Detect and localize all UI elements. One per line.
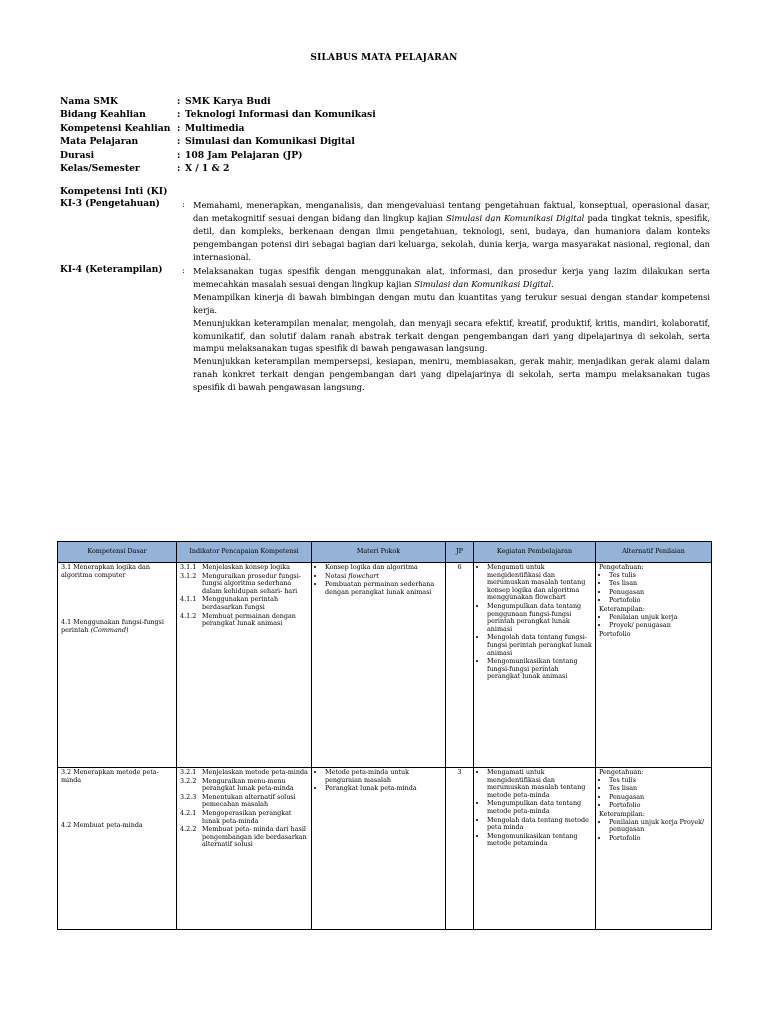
info-label: Bidang Keahlian [60,109,146,121]
info-row-durasi [60,149,376,162]
list-item: • Mengolah data tentang fungsi-fungsi perintah perangkat lunak animasi [487,634,592,657]
info-label: Kelas/Semester [60,162,140,174]
info-row-mata-pelajaran [60,135,376,148]
cell-indikator [177,563,312,768]
table-row [58,768,712,930]
materi-text: Notasi [325,571,347,580]
list-item: • Mengumpulkan data tentang penggunaan fungsi-fungsi perintah perangkat lunak animasi [487,603,592,633]
indicator-item [180,573,308,596]
indicator-number: 4.1.1 [180,595,197,604]
indicator-item [180,794,308,809]
info-label: Durasi [60,149,95,161]
cell-kegiatan [474,563,596,768]
ki3-text [193,199,710,264]
ki4-paragraph: Menampilkan kinerja di bawah bimbingan dengan mutu dan kuantitas yang terukur sesuai dengan standar kompetensi kerja. [193,291,710,315]
ki3-block [60,199,710,264]
info-value: SMK Karya Budi [185,96,271,107]
header-kegiatan: Kegiatan Pembelajaran [474,542,596,563]
info-value: 108 Jam Pelajaran (JP) [185,149,303,161]
cell-indikator [177,768,312,930]
list-item: • Pembuatan permainan sederhana dengan perangkat lunak animasi [325,581,442,596]
ki4-paragraph: Menunjukkan keterampilan menalar, mengolah, dan menyaji secara efektif, kreatif, produktif, kritis, mandiri, kolaboratif, komunikatif, dan solutif dalam ranah abstrak terkait dengan pengembangan dari yang dipelajarinya di sekolah, serta mampu melaksanakan tugas spesifik di bawah pengawasan langsung. [193,317,710,354]
indicator-item [180,564,308,572]
header-indikator: Indikator Pencapaian Kompetensi [177,542,312,563]
info-row-bidang-keahlian [60,108,376,121]
info-colon: : [177,162,181,174]
cell-kegiatan [474,768,596,930]
info-label: Kompetensi Keahlian [60,122,171,134]
indicator-number: 3.2.3 [180,792,197,801]
list-item: • Penugasan [609,589,708,597]
info-value: X / 1 & 2 [185,162,230,174]
ki3-text-part: pada tingkat teknis, spesifik, detil, dan kompleks, berkenaan dengan ilmu pengetahuan, teknologi, seni, budaya, dan humaniora dalam konteks pengembangan potensi diri sebagai bagian dari keluarga, sekolah, dunia kerja, warga masyarakat nasional, regional, dan internasional. [193,212,710,262]
indicator-text: Membuat permainan dengan perangkat lunak animasi [202,611,296,628]
list-item: • Mengolah data tentang metode peta minda [487,817,592,832]
list-item: • Mengumpulkan data tentang metode peta-minda [487,800,592,815]
list-item: • Penilaian unjuk kerja Proyek/ penugasan [609,819,708,834]
info-row-nama-smk [60,95,376,108]
ki4-text-italic: Simulasi dan Komunikasi Digital. [414,278,554,289]
kegiatan-list [477,769,592,848]
identity-block [60,95,376,175]
penilaian-list [599,614,708,630]
indicator-text: Menguraikan menu-menu perangkat lunak peta-minda [202,776,294,793]
list-item [325,573,442,581]
list-item: • Tes lisan [609,580,708,588]
info-colon: : [177,149,181,161]
materi-text-italic: flowchart [348,571,379,580]
table-header-row [58,542,712,563]
materi-list [315,769,442,793]
list-item: • Portofolio [609,597,708,605]
cell-jp: 3 [446,768,474,930]
info-value: Teknologi Informasi dan Komunikasi [185,109,376,121]
indicator-number: 3.1.1 [180,563,197,571]
ki4-label: KI-4 (Keterampilan) [60,265,163,275]
header-penilaian: Alternatif Penilaian [596,542,712,563]
indicator-item [180,826,308,849]
kd-text-italic: (Command) [90,625,129,634]
penilaian-label: Keterampilan: [599,809,645,818]
ki4-block [60,265,710,394]
ki4-text [193,265,710,394]
penilaian-label: Pengetahuan: [599,768,644,776]
indicator-text: Menjelaskan metode peta-minda [202,768,308,776]
penilaian-trailing: Portofolio [599,629,631,638]
penilaian-label: Keterampilan: [599,604,645,613]
ki-heading: Kompetensi Inti (KI) [60,186,168,197]
syllabus-table [57,541,712,930]
kd-item: 3.2 Menerapkan metode peta- minda [61,768,159,784]
ki3-text-part: Memahami, menerapkan, menganalisis, dan mengevaluasi tentang pengetahuan faktual, konseptual, operasional dasar, dan metakognitif sesuai dengan bidang dan lingkup kajian [193,200,710,223]
indicator-text: Menguraikan prosedur fungsi- fungsi algoritma sederhana dalam kehidupan sehari- hari [202,571,301,595]
indicator-item [180,769,308,777]
list-item: • Proyek/ penugasan [609,622,708,630]
list-item: • Tes lisan [609,785,708,793]
info-colon: : [177,136,181,148]
materi-list [315,564,442,596]
indicator-number: 3.2.1 [180,768,197,776]
list-item: • Konsep logika dan algoritma [325,564,442,572]
ki4-paragraph: Menunjukkan keterampilan mempersepsi, kesiapan, meniru, membiasakan, gerak mahir, menjadikan gerak alami dalam ranah konkret terkait dengan pengembangan dari yang dipelajarinya di sekolah, serta mampu melaksanakan tugas spesifik di bawah pengawasan langsung. [193,356,710,393]
kegiatan-list [477,564,592,681]
header-materi-pokok: Materi Pokok [312,542,446,563]
indicator-number: 3.1.2 [180,571,197,580]
cell-materi-pokok [312,563,446,768]
list-item: • Metode peta-minda untuk penguraian masalah [325,769,442,784]
info-colon: : [177,122,181,134]
info-value: Simulasi dan Komunikasi Digital [185,136,355,148]
ki-colon: : [182,199,185,209]
info-label: Nama SMK [60,96,119,107]
penilaian-label: Pengetahuan: [599,563,644,571]
kd-text: 4.1 Menggunakan fungsi-fungsi perintah [61,618,164,634]
list-item: • Mengomunikasikan tentang fungsi-fungsi perintah perangkat lunak animasi [487,658,592,681]
kd-item: 3.1 Menerapkan logika dan algoritma computer [61,563,150,579]
list-item: • Mengamati untuk mengidentifikasi dan merumuskan masalah tentang metode peta-minda [487,769,592,799]
list-item: • Mengomunikasikan tentang metode petaminda [487,833,592,848]
indicator-item [180,778,308,793]
indicator-text: Mengoperasikan perangkat lunak peta-minda [202,808,292,825]
list-item: • Tes tulis [609,572,708,580]
ki3-text-italic: Simulasi dan Komunikasi Digital [446,212,585,223]
cell-jp: 6 [446,563,474,768]
indicator-item [180,613,308,628]
kd-item: 4.2 Membuat peta-minda [61,821,143,830]
list-item: • Penugasan [609,794,708,802]
indicator-text: Menjelaskan konsep logika [202,563,290,571]
list-item: • Perangkat lunak peta-minda [325,785,442,793]
list-item: • Mengamati untuk mengidentifikasi dan merumuskan masalah tentang konsep logika dan algoritma menggunakan flowchart [487,564,592,602]
document-title: SILABUS MATA PELAJARAN [310,53,458,63]
cell-kompetensi-dasar [58,768,177,930]
indicator-text: Membuat peta- minda dari hasil pengembangan ide berdasarkan alternatif solusi [202,825,307,849]
indicator-item [180,810,308,825]
indicator-number: 4.1.2 [180,611,197,620]
list-item: • Portofolio [609,802,708,810]
table-row [58,563,712,768]
indicator-number: 4.2.1 [180,808,197,817]
indicator-number: 4.2.2 [180,825,197,834]
ki4-text-part: Melaksanakan tugas spesifik dengan menggunakan alat, informasi, dan prosedur kerja yang lazim dilakukan serta memecahkan masalah sesuai dengan lingkup kajian [193,266,710,289]
ki3-label: KI-3 (Pengetahuan) [60,199,160,209]
penilaian-list [599,572,708,605]
info-label: Mata Pelajaran [60,136,139,148]
indicator-text: Menentukan alternatif solusi pemecahan masalah [202,792,296,809]
list-item: • Portofolio [609,835,708,843]
info-colon: : [177,109,181,121]
cell-kompetensi-dasar [58,563,177,768]
info-value: Multimedia [185,122,245,134]
ki-colon: : [182,265,185,275]
list-item: • Tes tulis [609,777,708,785]
header-kompetensi-dasar: Kompetensi Dasar [58,542,177,563]
info-row-kelas-semester [60,162,376,175]
cell-penilaian [596,563,712,768]
indicator-item [180,596,308,611]
cell-materi-pokok [312,768,446,930]
penilaian-list [599,777,708,810]
cell-penilaian [596,768,712,930]
info-row-kompetensi-keahlian [60,122,376,135]
kd-item [61,619,173,634]
info-colon: : [177,96,181,107]
header-jp: JP [446,542,474,563]
penilaian-list [599,819,708,843]
indicator-number: 3.2.2 [180,776,197,785]
list-item: • Penilaian unjuk kerja [609,614,708,622]
indicator-text: Menggunakan perintah berdasarkan fungsi [202,595,279,611]
